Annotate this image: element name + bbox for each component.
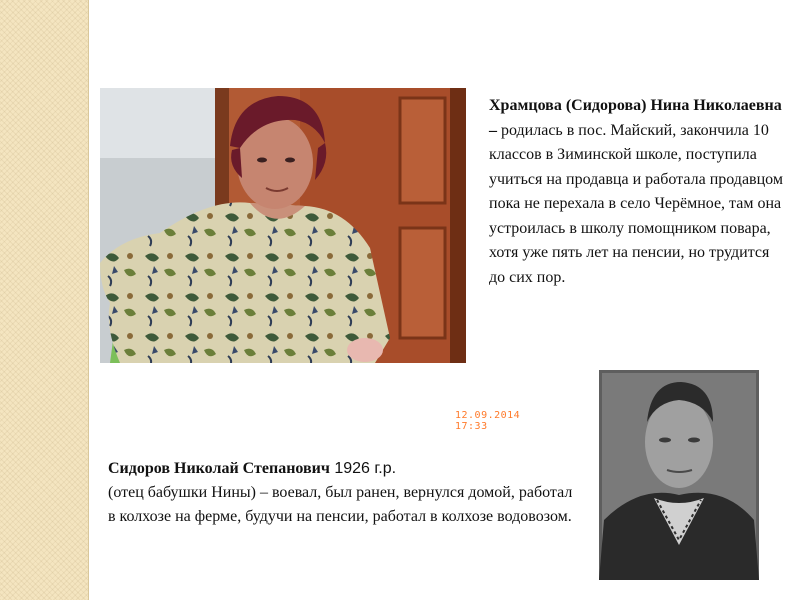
bio-nikolai-text: (отец бабушки Нины) – воевал, был ранен, вернулся домой, работал в колхозе на ферме, будучи на пенсии, работал в колхозе водовозом. xyxy=(108,484,573,525)
bio-nina xyxy=(489,94,789,290)
bio-nikolai-year: 1926 г.р. xyxy=(329,460,397,477)
bio-nikolai-name: Сидоров Николай Степанович xyxy=(108,460,330,477)
bio-nina-text: родилась в пос. Майский, закончила 10 классов в Зиминской школе, поступила учиться на продавца и работала продавцом пока не перехала в село Черёмное, там она устроилась в школу помощником повара, хотя уже пять лет на пенсии, но трудится до сих пор. xyxy=(489,121,783,286)
decorative-side-stripe xyxy=(0,0,89,600)
bio-nina-dash: – xyxy=(489,121,501,139)
photo-nikolai-sidorov xyxy=(599,370,759,580)
bio-nina-name: Храмцова (Сидорова) Нина Николаевна xyxy=(489,97,782,114)
bio-nikolai xyxy=(108,457,578,529)
photo-nina-khramtsova xyxy=(100,88,521,432)
photo-2-illustration xyxy=(599,370,759,580)
photo-1-illustration xyxy=(100,88,466,363)
photo-date-stamp: 12.09.2014 17:33 xyxy=(455,410,521,432)
